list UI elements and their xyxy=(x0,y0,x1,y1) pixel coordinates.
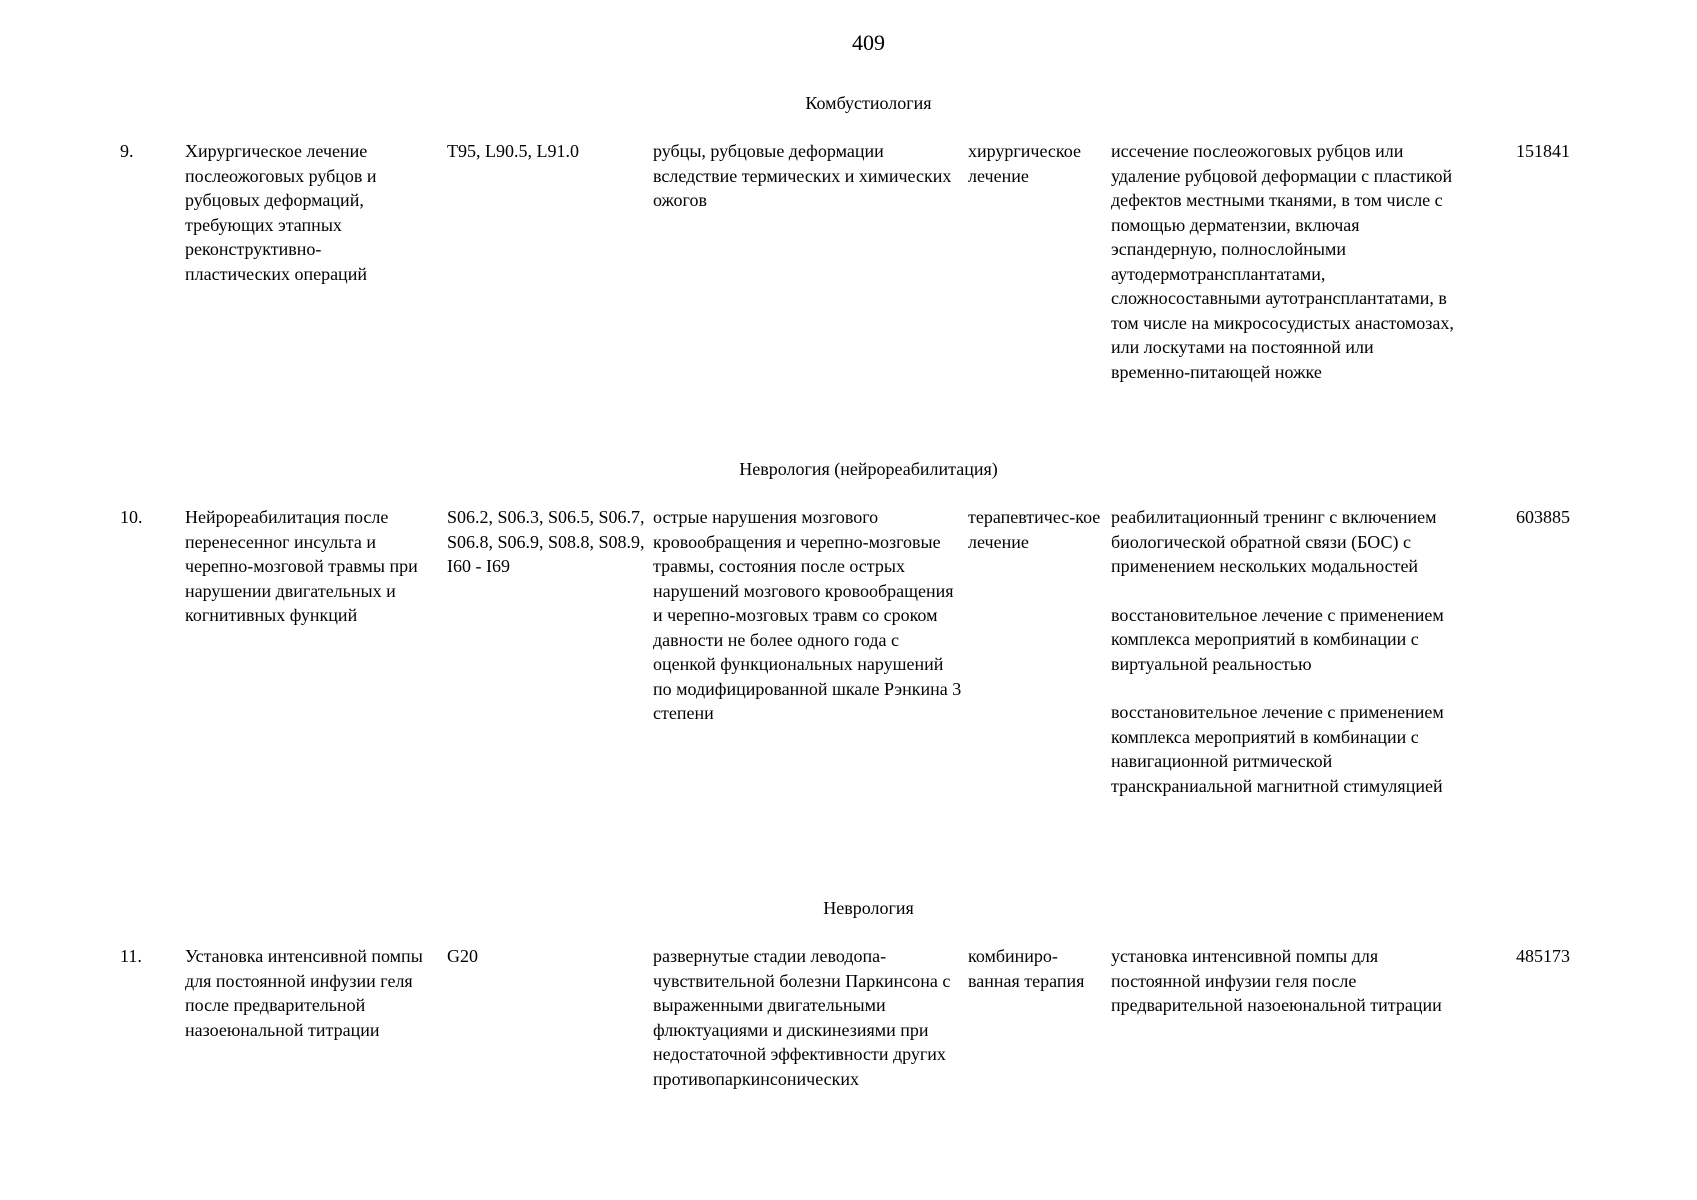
care-type-name: Установка интенсивной помпы для постоянной инфузии геля после предварительной назоеюнальной титрации xyxy=(185,946,423,1040)
treatment-type: хирургическое лечение xyxy=(968,141,1081,186)
treatment-methods xyxy=(1111,139,1456,384)
page-number: 409 xyxy=(852,30,885,55)
section-title-neurorehabilitation: Неврология (нейрореабилитация) xyxy=(739,459,998,479)
section-title-neurology: Неврология xyxy=(823,898,914,918)
icd-codes: G20 xyxy=(447,946,478,966)
treatment-methods xyxy=(1111,944,1456,1018)
treatment-type: комбиниро-ванная терапия xyxy=(968,946,1085,991)
care-type-name: Хирургическое лечение послеожоговых рубцов и рубцовых деформаций, требующих этапных реконструктивно-пластических операций xyxy=(185,141,377,284)
patient-model: рубцы, рубцовые деформации вследствие термических и химических ожогов xyxy=(653,141,952,210)
treatment-method: установка интенсивной помпы для постоянной инфузии геля после предварительной назоеюнальной титрации xyxy=(1111,946,1442,1015)
row-number: 9. xyxy=(120,141,134,161)
cost-value: 485173 xyxy=(1516,946,1570,966)
row-number: 11. xyxy=(120,946,142,966)
cost-value: 603885 xyxy=(1516,507,1570,527)
patient-model: развернутые стадии леводопа-чувствительной болезни Паркинсона с выраженными двигательными флюктуациями и дискинезиями при недостаточной эффективности других противопаркинсонических xyxy=(653,946,951,1089)
icd-codes: T95, L90.5, L91.0 xyxy=(447,141,579,161)
care-type-name: Нейрореабилитация после перенесенног инсульта и черепно-мозговой травмы при нарушении двигательных и когнитивных функций xyxy=(185,507,418,625)
treatment-method: восстановительное лечение с применением комплекса мероприятий в комбинации с навигационной ритмической транскраниальной магнитной стимуляцией xyxy=(1111,702,1444,796)
treatment-method: иссечение послеожоговых рубцов или удаление рубцовой деформации с пластикой дефектов местными тканями, в том числе с помощью дерматензии, включая эспандерную, полнослойными аутодермотрансплантатами, сложносоставными аутотрансплантатами, в том числе на микрососудистых анастомозах, или лоскутами на постоянной или временно-питающей ножке xyxy=(1111,141,1454,382)
row-number: 10. xyxy=(120,507,143,527)
treatment-methods xyxy=(1111,505,1456,798)
treatment-method: реабилитационный тренинг с включением биологической обратной связи (БОС) с применением нескольких модальностей xyxy=(1111,507,1437,576)
patient-model: острые нарушения мозгового кровообращения и черепно-мозговые травмы, состояния после острых нарушений мозгового кровообращения и черепно-мозговых травм со сроком давности не более одного года с оценкой функциональных нарушений по модифицированной шкале Рэнкина 3 степени xyxy=(653,507,962,723)
treatment-type: терапевтичес-кое лечение xyxy=(968,507,1101,552)
cost-value: 151841 xyxy=(1516,141,1570,161)
section-title-combustiology: Комбустиология xyxy=(805,93,932,113)
treatment-method: восстановительное лечение с применением комплекса мероприятий в комбинации с виртуальной реальностью xyxy=(1111,604,1444,674)
icd-codes: S06.2, S06.3, S06.5, S06.7, S06.8, S06.9, S08.8, S08.9, I60 - I69 xyxy=(447,507,645,576)
